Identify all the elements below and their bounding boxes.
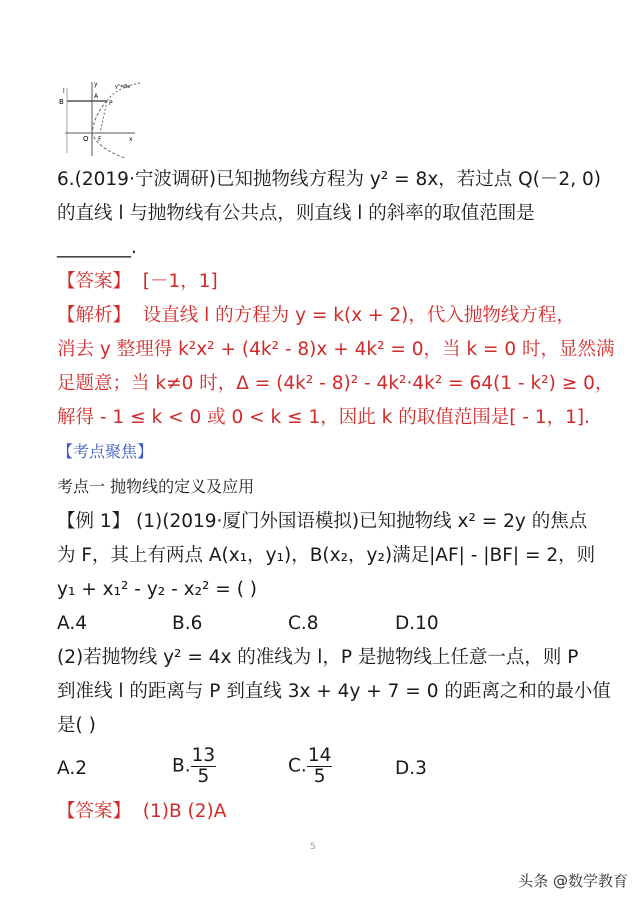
analysis-tag: 【解析】: [57, 305, 132, 326]
answer-tag: 【答案】: [57, 271, 132, 292]
answer6: [57, 270, 218, 294]
ex1-option-b: B.6: [172, 613, 203, 634]
option-prefix: C.: [288, 755, 307, 777]
watermark: 头条 @数学教育: [518, 872, 628, 890]
fraction: [191, 746, 217, 787]
label-f: F: [98, 136, 102, 143]
ex2-option-b: [172, 746, 216, 787]
ex1-line3: y₁ + x₁² - y₂ - x₂² = ( ): [57, 579, 258, 600]
ex2-line1: (2)若抛物线 y² = 4x 的准线为 l，P 是抛物线上任意一点，则 P: [57, 647, 579, 668]
label-curve: y²=8x: [115, 84, 131, 90]
q6-line1: 6.(2019·宁波调研)已知抛物线方程为 y² = 8x，若过点 Q(－2, 0): [57, 169, 601, 190]
q6-line2: 的直线 l 与抛物线有公共点，则直线 l 的斜率的取值范围是: [57, 203, 535, 224]
analysis-text: 设直线 l 的方程为 y = k(x + 2)，代入抛物线方程，: [142, 305, 575, 326]
answer-text: (1)B (2)A: [142, 801, 227, 822]
ex2-option-c: [288, 746, 332, 787]
ex2-option-d: D.3: [395, 758, 427, 779]
fraction: [307, 746, 333, 787]
ex1-line1: 【例 1】 (1)(2019·厦门外国语模拟)已知抛物线 x² = 2y 的焦点: [57, 511, 588, 532]
label-o: O: [83, 135, 89, 143]
ex2-option-a: A.2: [57, 758, 87, 779]
parabola-figure: [55, 78, 145, 158]
ex1-line2: 为 F，其上有两点 A(x₁，y₁)，B(x₂，y₂)满足|AF| - |BF| = 2，则: [57, 545, 596, 566]
option-prefix: B.: [172, 755, 191, 777]
q6-line3: ________.: [57, 237, 137, 258]
section-heading: 【考点聚焦】: [57, 442, 154, 461]
analysis6-line4: 解得 - 1 ≤ k < 0 或 0 < k ≤ 1，因此 k 的取值范围是[ - 1，1].: [57, 407, 591, 428]
ex2-line2: 到准线 l 的距离与 P 到直线 3x + 4y + 7 = 0 的距离之和的最小值: [57, 681, 611, 702]
analysis6-line2: 消去 y 整理得 k²x² + (4k² - 8)x + 4k² = 0，当 k = 0 时，显然满: [57, 339, 615, 360]
ex2-line3: 是( ): [57, 715, 96, 736]
ex1-option-a: A.4: [57, 613, 87, 634]
ex-answer: [57, 800, 226, 824]
numerator: 14: [307, 745, 332, 766]
section-subheading: 考点一 抛物线的定义及应用: [57, 477, 255, 496]
ex1-option-d: D.10: [395, 613, 439, 634]
label-x: x: [129, 136, 133, 143]
analysis6-line1: [57, 304, 575, 328]
numerator: 13: [191, 745, 216, 766]
answer-tag: 【答案】: [57, 801, 132, 822]
denominator: 5: [313, 766, 326, 787]
label-l: l: [63, 88, 65, 95]
analysis6-line3: 足题意；当 k≠0 时，Δ = (4k² - 8)² - 4k²·4k² = 64(1 - k²) ≥ 0，: [57, 373, 614, 394]
ex1-option-c: C.8: [288, 613, 319, 634]
label-a: A: [94, 93, 99, 100]
label-b: B: [59, 98, 64, 106]
label-p: P: [109, 100, 113, 107]
answer-text: [－1，1]: [142, 271, 218, 292]
denominator: 5: [197, 766, 210, 787]
label-y: y: [94, 81, 98, 88]
page-number: 5: [310, 842, 316, 852]
